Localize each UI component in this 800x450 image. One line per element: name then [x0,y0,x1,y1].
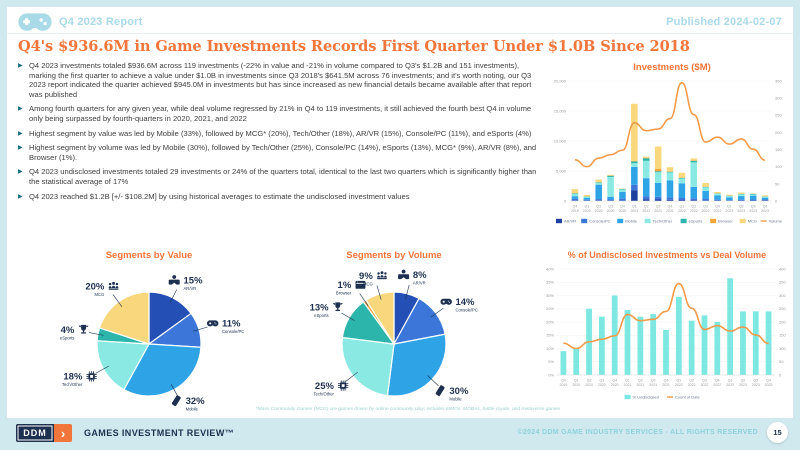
ddm-logo [16,424,72,442]
svg-text:Q3: Q3 [650,378,656,383]
footer [0,418,800,450]
svg-text:50: 50 [775,181,780,187]
svg-text:Browser: Browser [718,218,733,224]
svg-text:20%: 20% [85,281,105,293]
svg-text:Q1: Q1 [727,378,733,383]
bar-segment [690,187,697,198]
legend-item [645,219,673,224]
svg-text:2023: 2023 [726,383,735,387]
bar-segment [607,177,614,197]
bar-segment [738,193,745,194]
undisclosed-chart-title: % of Undisclosed Investments vs Deal Volume [567,250,767,260]
svg-text:250: 250 [775,112,782,118]
svg-text:Q4: Q4 [766,378,771,383]
svg-text:200: 200 [775,129,782,135]
svg-text:Tech/Other: Tech/Other [313,391,334,397]
bar-segment [643,157,650,158]
svg-text:0: 0 [779,372,782,378]
svg-text:0%: 0% [548,372,554,378]
vr-headset-icon [398,270,409,280]
bar-segment [702,183,709,187]
bar-segment [572,196,579,199]
svg-text:30%: 30% [545,292,554,298]
svg-text:8%: 8% [412,270,427,282]
undisclosed-bar [676,297,682,375]
svg-text:eSports: eSports [688,218,703,224]
bullet-text: Q4 2023 undisclosed investments totaled 29 investments or 24% of the quarters total, identical to the last two quarters which is significantly higher than the statistical average of 17% [29,167,537,186]
svg-text:Q4: Q4 [663,378,669,383]
segments-by-volume-title: Segments by Volume [346,250,442,261]
undisclosed-bar [573,349,579,376]
bar-segment [595,185,602,199]
bar-segment [667,172,674,180]
svg-text:Q2: Q2 [738,204,744,209]
bar-segment [726,197,733,200]
svg-text:Q2: Q2 [689,378,694,383]
bullet-arrow-icon: ▶ [18,62,23,69]
svg-text:100: 100 [775,164,782,170]
svg-text:2020: 2020 [597,383,606,387]
bar-segment [690,161,697,163]
svg-text:Q1: Q1 [676,378,682,383]
bullet-arrow-icon: ▶ [18,105,23,113]
ddm-logo-text: DDM [16,424,54,442]
svg-text:2020: 2020 [618,209,627,213]
svg-text:Q3: Q3 [608,204,613,209]
svg-text:15%: 15% [545,332,554,338]
svg-text:150: 150 [779,332,786,338]
svg-text:18%: 18% [63,371,83,383]
svg-text:Tech/Other: Tech/Other [652,218,673,224]
svg-text:2019: 2019 [559,383,568,387]
svg-text:200: 200 [779,319,786,325]
bar-segment [607,176,614,177]
bar-segment [572,194,579,195]
bullet-item-3 [18,129,538,139]
svg-text:Volume: Volume [768,218,782,224]
bar-segment [631,104,638,161]
legend-item [681,219,703,224]
svg-text:25%: 25% [314,380,334,392]
svg-text:20,000: 20,000 [553,78,566,84]
svg-text:100: 100 [779,345,786,351]
undisclosed-bar [599,317,605,375]
bar-segment [584,200,591,201]
svg-text:AR/VR: AR/VR [563,218,577,224]
svg-text:35%: 35% [545,279,554,285]
svg-text:2023: 2023 [737,209,746,213]
svg-text:2021: 2021 [630,209,639,213]
legend-item [581,219,610,224]
svg-text:Mobile: Mobile [449,396,462,402]
smartphone-icon [435,385,445,397]
bullet-arrow-icon: ▶ [18,168,23,176]
svg-text:350: 350 [775,78,782,84]
bar-segment [655,169,662,172]
chip-icon [86,371,96,381]
report-slide [7,7,793,418]
svg-text:2023: 2023 [739,383,747,387]
svg-text:Mobile: Mobile [185,406,198,412]
svg-text:Q4: Q4 [612,378,618,383]
svg-text:Q1: Q1 [632,204,637,209]
game-controller-icon [18,11,52,33]
bar-segment [667,180,674,197]
undisclosed-bar [637,317,643,375]
undisclosed-bar [561,351,567,375]
copyright-text: ©2024 DDM GAME INDUSTRY SERVICES - ALL RIGHTS RESERVED [517,429,758,436]
bar-segment [572,189,579,193]
svg-text:Q4: Q4 [667,204,673,209]
bar-segment [643,158,650,161]
svg-text:11%: 11% [221,318,241,330]
svg-text:Q2: Q2 [740,378,746,383]
bar-segment [750,200,757,201]
bar-segment [690,158,697,160]
bar-segment [679,178,686,179]
undisclosed-bar [740,311,746,375]
svg-text:Q2: Q2 [638,378,643,383]
svg-text:150: 150 [775,146,782,152]
svg-text:4%: 4% [60,324,75,336]
bar-segment [631,161,638,163]
bar-segment [702,199,709,200]
svg-text:2022: 2022 [701,209,710,213]
svg-text:2020: 2020 [582,209,591,213]
svg-text:2023: 2023 [749,209,758,213]
svg-text:2022: 2022 [713,209,722,213]
published-date: Published 2024-02-07 [666,16,782,28]
svg-text:2023: 2023 [751,383,760,387]
bar-segment [738,194,745,196]
brand-title: GAMES INVESTMENT REVIEW™ [84,428,235,438]
segments-by-value-title: Segments by Value [105,250,193,261]
svg-text:350: 350 [779,279,786,285]
svg-text:2019: 2019 [571,209,579,213]
svg-text:10,000: 10,000 [553,138,566,144]
bar-segment [655,183,662,197]
bar-segment [572,199,579,201]
bar-segment [595,182,602,183]
svg-text:2022: 2022 [700,383,709,387]
bar-segment [584,198,591,200]
svg-text:Console/PC: Console/PC [455,307,478,313]
svg-text:300: 300 [779,292,786,298]
bar-segment [750,194,757,195]
bar-segment [584,195,591,196]
svg-text:Console/PC: Console/PC [221,328,245,334]
bar-segment [667,172,674,173]
bar-segment [643,178,650,196]
bar-segment [643,196,650,199]
svg-text:Q3: Q3 [702,378,707,383]
svg-text:2020: 2020 [594,209,603,213]
bar-segment [619,192,626,199]
bullet-text: Highest segment by value was led by Mobile (33%), followed by MCG* (20%), Tech/Other (18%), AR/VR (15%), Console/PC (11%), and eSports (4%) [29,128,532,138]
bar-segment [595,183,602,185]
svg-text:Q4: Q4 [572,204,578,209]
bar-segment [679,183,686,198]
bar-segment [690,162,697,187]
svg-text:2021: 2021 [654,209,663,213]
bar-segment [631,185,638,190]
undisclosed-bar [714,322,720,375]
trophy-icon [333,302,343,311]
svg-text:Tech/Other: Tech/Other [61,382,83,388]
legend-item [761,219,783,224]
bar-segment [679,198,686,200]
bullet-text: Highest segment by volume was led by Mobile (30%), followed by Tech/Other (25%), Console/PC (14%), eSports (13%), MCG* (9%), AR/VR (8%), and Browser (1%). [29,143,537,162]
bar-segment [607,175,614,176]
bar-segment [607,199,614,200]
bar-segment [667,167,674,171]
svg-text:Q4: Q4 [762,204,768,209]
bar-segment [738,196,745,200]
svg-text:Q2: Q2 [586,378,592,383]
undisclosed-bar [663,330,669,375]
svg-text:9%: 9% [359,270,373,282]
segments-by-volume-pie [269,262,519,414]
svg-text:Q1: Q1 [679,204,685,209]
pie-slice-mobile [387,334,446,396]
svg-text:Q3: Q3 [753,378,759,383]
legend-item [625,395,659,400]
svg-text:Q4: Q4 [714,378,720,383]
svg-text:2023: 2023 [761,209,769,213]
page-number-badge: 15 [767,422,788,443]
svg-text:20%: 20% [545,319,554,325]
bar-segment [619,189,626,190]
svg-text:400: 400 [779,266,786,272]
bar-segment [631,167,638,185]
svg-text:AR/VR: AR/VR [183,286,197,292]
svg-text:250: 250 [779,306,786,312]
svg-text:2021: 2021 [649,383,658,387]
svg-text:2022: 2022 [687,383,696,387]
svg-text:MCG: MCG [747,218,758,224]
svg-text:Count of Date: Count of Date [675,394,700,400]
svg-text:Q4: Q4 [620,204,625,209]
svg-text:15,000: 15,000 [553,108,566,114]
volume-line [575,83,765,167]
svg-text:Q3: Q3 [655,204,661,209]
undisclosed-bar [625,310,631,375]
bar-segment [584,197,591,198]
bar-segment [762,197,769,198]
chip-icon [338,380,348,390]
segments-by-value-pie [29,262,269,414]
svg-text:13%: 13% [309,302,329,314]
people-icon [377,271,387,279]
bar-segment [631,190,638,201]
investments-chart [541,73,800,245]
svg-text:2023: 2023 [725,209,734,213]
bar-segment [631,163,638,167]
game-controller-icon [440,299,451,305]
trophy-icon [79,325,89,334]
bar-segment [726,195,733,196]
bullet-item-5 [18,167,538,186]
svg-text:2021: 2021 [623,383,632,387]
svg-text:2022: 2022 [674,383,683,387]
undisclosed-bar [689,321,695,375]
svg-text:1%: 1% [337,280,352,292]
undisclosed-bar [650,314,656,375]
bar-segment [726,196,733,198]
bar-segment [762,198,769,200]
svg-text:5,000: 5,000 [555,168,566,174]
bar-segment [762,195,769,196]
svg-text:0: 0 [563,198,566,204]
svg-text:2020: 2020 [585,383,593,387]
bullet-arrow-icon: ▶ [18,192,23,200]
svg-text:Q2: Q2 [643,204,649,209]
bar-segment [679,173,686,178]
bar-segment [714,194,721,196]
svg-text:Browser: Browser [335,290,352,296]
report-label: Q4 2023 Report [59,16,143,28]
svg-text:2022: 2022 [677,209,686,213]
svg-text:eSports: eSports [314,312,329,318]
svg-text:MCG: MCG [94,291,105,297]
bar-segment [750,196,757,200]
bar-segment [655,171,662,172]
svg-text:Q3: Q3 [703,204,708,209]
svg-text:30%: 30% [449,385,469,397]
svg-text:0: 0 [775,198,778,204]
svg-text:50: 50 [779,359,784,365]
svg-text:2022: 2022 [689,209,698,213]
header-divider [7,33,793,34]
svg-text:Q1: Q1 [584,204,590,209]
svg-text:14%: 14% [455,296,475,308]
svg-text:2020: 2020 [606,209,615,213]
bullet-item-6 [18,192,538,202]
bar-segment [619,199,626,201]
svg-text:2020: 2020 [610,383,619,387]
svg-text:Q4: Q4 [715,204,720,209]
svg-text:2021: 2021 [642,209,651,213]
undisclosed-chart [531,261,800,416]
svg-text:Q1: Q1 [573,378,579,383]
svg-text:32%: 32% [185,396,205,407]
bullet-arrow-icon: ▶ [18,144,23,152]
bar-segment [631,161,638,162]
svg-text:Q2: Q2 [596,204,602,209]
bar-segment [750,194,757,195]
svg-text:Console/PC: Console/PC [589,218,611,224]
bar-segment [762,200,769,201]
ddm-logo-arrow-icon: › [54,424,72,442]
svg-text:2020: 2020 [572,383,581,387]
undisclosed-bar [727,278,733,375]
bar-segment [655,147,662,169]
bar-segment [643,161,650,178]
svg-text:300: 300 [775,95,782,101]
bar-segment [714,200,721,201]
bullet-arrow-icon: ▶ [18,129,23,137]
svg-text:MCG: MCG [363,281,373,287]
people-icon [109,282,119,290]
legend-item [740,219,757,224]
bullet-item-1 [18,61,538,99]
bar-segment [702,191,709,199]
bar-segment [655,197,662,200]
bar-segment [679,179,686,184]
bar-segment [607,197,614,200]
bullet-text: Q4 2023 investments totaled $936.6M across 119 investments (-22% in value and -21% in volume compared to Q3's $1.2B and 151 investments), marking the first quarter to achieve a value under $1.0B in investments since Q3 2018's $641.5M across 76 investments; and it's worth noting, our Q3 2023 report indicated the quarter achieved $945.0M in investments but has since increased as new financial details became available after that report was published [29,61,532,99]
bullet-text: Among fourth quarters for any given year, while deal volume regressed by 21% in Q4 to 119 investments, it still achieved the fourth best Q4 in volume only being surpassed by fourth-quarters in 2020, 2021, and 2022 [29,104,532,123]
bar-segment [738,200,745,201]
undisclosed-bar [753,311,759,375]
bullet-item-2 [18,104,538,123]
bar-segment [655,172,662,183]
svg-text:% Undisclosed: % Undisclosed [632,394,660,400]
legend-item [617,219,638,224]
legend-item [710,219,733,224]
bar-segment [619,190,626,192]
pie-slice-tech-other [342,337,394,395]
bullet-text: Q4 2023 reached $1.2B [+/- $108.2M] by using historical averages to estimate the undisclosed investment values [29,191,410,201]
vr-headset-icon [169,275,180,285]
bar-segment [572,194,579,196]
smartphone-icon [171,395,181,407]
bar-segment [714,192,721,193]
bullet-list [18,61,538,206]
svg-text:Q1: Q1 [625,378,630,383]
svg-text:Q1: Q1 [727,204,732,209]
bar-segment [690,198,697,200]
bar-segment [595,199,602,200]
svg-text:2021: 2021 [666,209,674,213]
bar-segment [714,195,721,199]
page-title: Q4's $936.6M in Game Investments Records First Quarter Under $1.0B Since 2018 [18,38,690,55]
svg-text:2021: 2021 [636,383,645,387]
svg-text:40%: 40% [545,266,554,272]
svg-text:25%: 25% [545,306,554,312]
bar-segment [595,180,602,182]
legend-item [667,395,700,400]
svg-text:2021: 2021 [662,383,670,387]
svg-text:Q3: Q3 [599,378,605,383]
svg-text:AR/VR: AR/VR [412,280,426,286]
mcg-footnote: *Mass Community Games (MCG) are games driven by online community play; includes MMOs, MOBAs, battle royale, and metaverse games [255,407,561,412]
svg-text:15%: 15% [183,275,203,287]
legend-item [556,219,576,224]
svg-text:Q3: Q3 [750,204,756,209]
svg-text:10%: 10% [545,345,554,351]
svg-text:Q4: Q4 [561,378,566,383]
svg-text:2023: 2023 [764,383,773,387]
undisclosed-bar [702,315,708,375]
bar-segment [702,187,709,191]
game-controller-icon [207,320,218,326]
svg-text:Mobile: Mobile [625,218,637,224]
bullet-item-4 [18,143,538,162]
bar-segment [726,200,733,201]
bar-segment [667,197,674,200]
svg-text:eSports: eSports [59,335,75,341]
svg-text:2022: 2022 [713,383,722,387]
investments-chart-title: Investments ($M) [633,62,711,73]
svg-text:5%: 5% [548,359,554,365]
svg-text:Q2: Q2 [691,204,697,209]
